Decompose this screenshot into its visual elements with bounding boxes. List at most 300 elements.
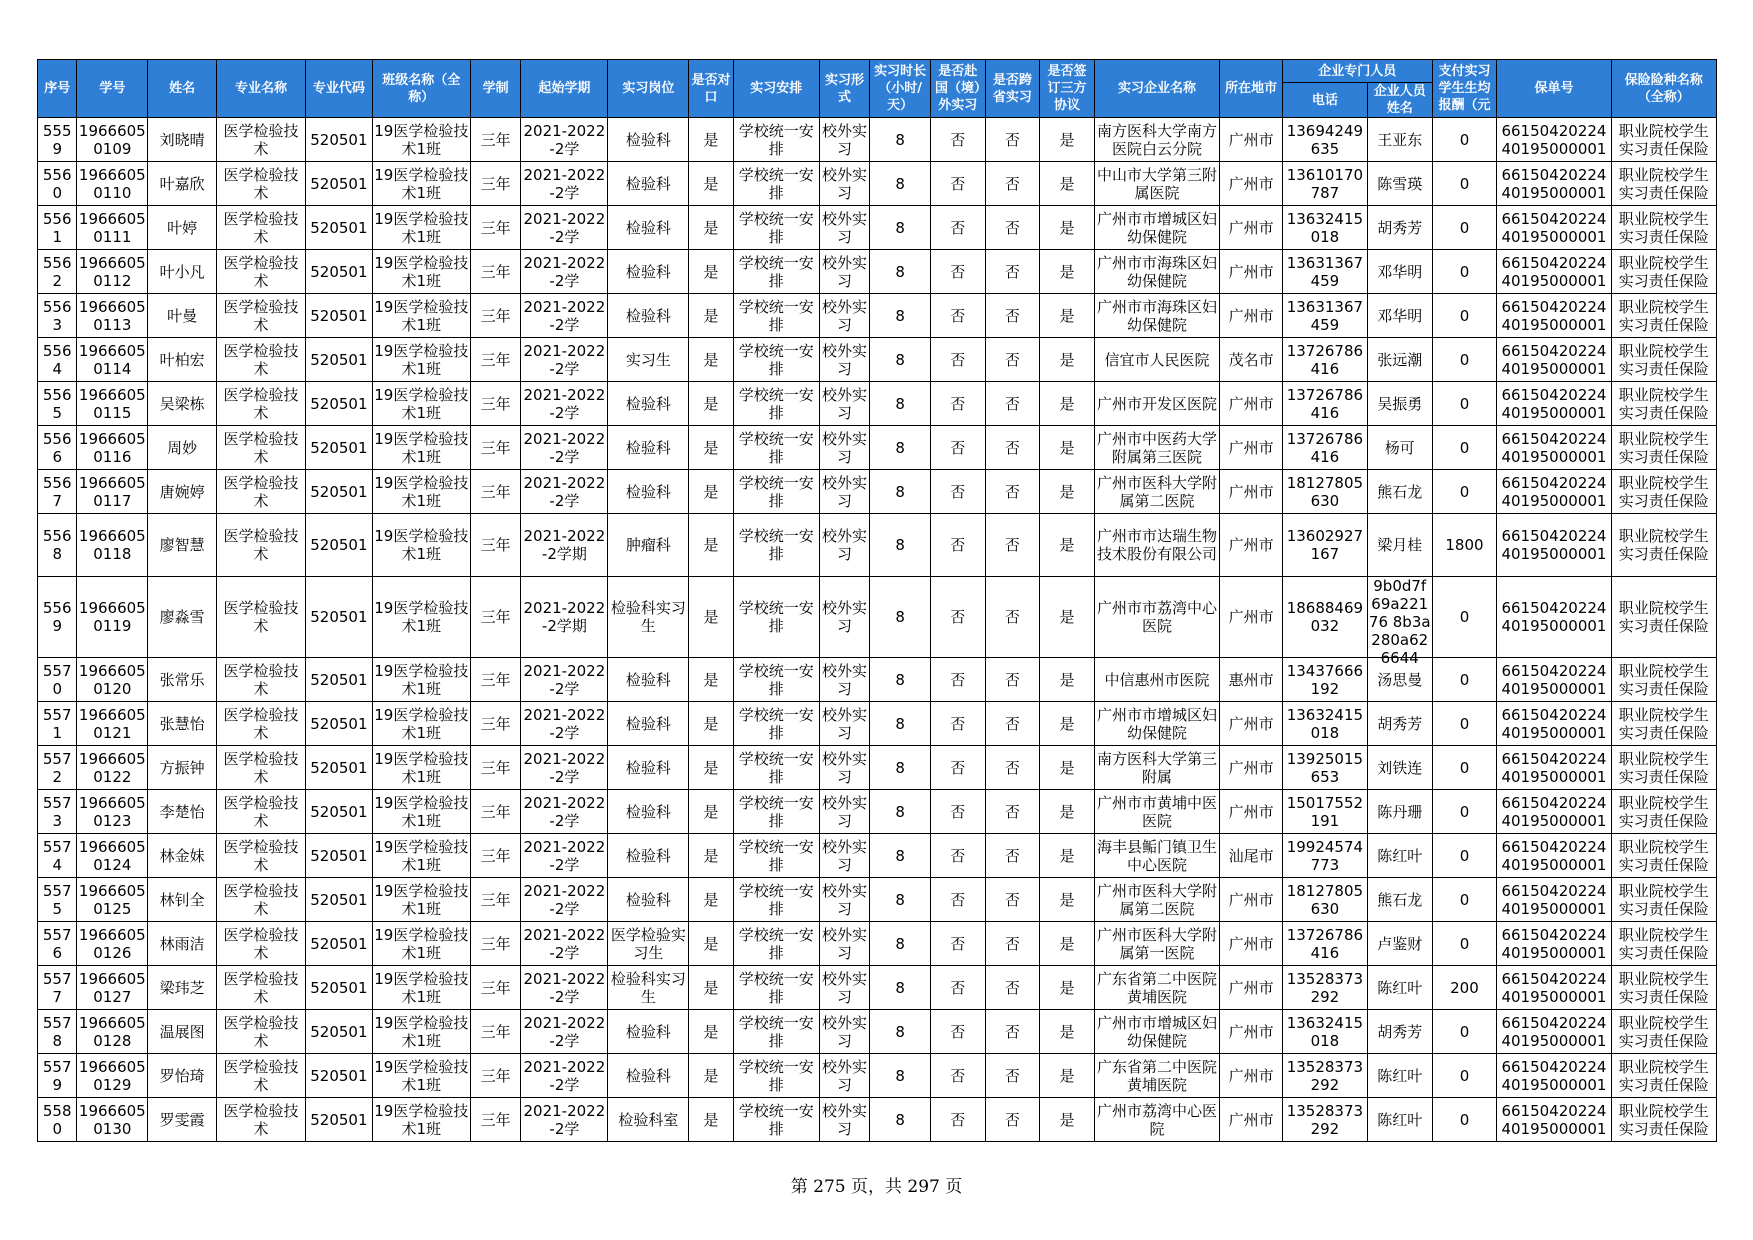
cell-hours-text: 8 <box>895 846 905 865</box>
cell-duration-text: 三年 <box>480 846 511 865</box>
cell-city-text: 惠州市 <box>1228 670 1274 689</box>
cell-tripartite <box>1040 426 1095 470</box>
cell-pay <box>1432 426 1497 470</box>
cell-matched-text: 是 <box>703 218 719 237</box>
cell-class-name <box>372 702 470 746</box>
cell-city-text: 广州市 <box>1228 482 1274 501</box>
cell-tripartite <box>1040 162 1095 206</box>
cell-class-name-text: 19医学检验技术1班 <box>374 1101 469 1138</box>
cell-arrangement-text: 学校统一安排 <box>738 661 814 698</box>
cell-pay-text: 0 <box>1459 758 1470 777</box>
cell-staff-name-text: 梁月桂 <box>1377 536 1423 554</box>
cell-company-text: 广州市市海珠区妇幼保健院 <box>1097 253 1218 290</box>
cell-abroad-text: 否 <box>950 536 966 554</box>
cell-position-text: 检验科 <box>625 714 671 733</box>
cell-tripartite-text: 是 <box>1059 978 1075 997</box>
cell-major-code-text: 520501 <box>310 482 368 501</box>
cell-cross-province-text: 否 <box>1004 1022 1020 1041</box>
cell-name-text: 叶柏宏 <box>159 350 205 369</box>
cell-policy-no <box>1497 658 1611 702</box>
cell-company-text: 广东省第二中医院黄埔医院 <box>1097 969 1218 1006</box>
cell-insurance-text: 职业院校学生实习责任保险 <box>1618 429 1709 466</box>
cell-staff-name <box>1367 338 1432 382</box>
cell-pay <box>1432 470 1497 514</box>
cell-start-term <box>521 1054 608 1098</box>
cell-major-code <box>306 790 373 834</box>
cell-major-code <box>306 1098 373 1142</box>
cell-class-name <box>372 1098 470 1142</box>
cell-insurance <box>1611 746 1716 790</box>
cell-hours-text: 8 <box>895 802 905 821</box>
cell-staff-name-text: 汤思曼 <box>1377 670 1423 689</box>
cell-student-id <box>77 470 148 514</box>
cell-position <box>608 470 689 514</box>
cell-city <box>1220 922 1283 966</box>
header-matched: 是否对口 <box>689 60 734 118</box>
cell-duration <box>470 294 521 338</box>
cell-position <box>608 206 689 250</box>
cell-position-text: 检验科实习生 <box>610 599 686 635</box>
cell-major-text: 医学检验技术 <box>223 705 299 742</box>
cell-cross-province <box>985 162 1040 206</box>
cell-name-text: 温展图 <box>159 1022 205 1041</box>
cell-class-name-text: 19医学检验技术1班 <box>374 599 469 635</box>
cell-insurance-text: 职业院校学生实习责任保险 <box>1618 599 1709 635</box>
cell-position-text: 检验科 <box>625 846 671 865</box>
cell-tripartite <box>1040 577 1095 658</box>
table-row <box>38 206 1717 250</box>
cell-policy-no <box>1497 426 1611 470</box>
cell-form-text: 校外实习 <box>822 165 868 202</box>
cell-form-text: 校外实习 <box>822 925 868 962</box>
cell-cross-province <box>985 834 1040 878</box>
cell-tripartite <box>1040 382 1095 426</box>
cell-cross-province-text: 否 <box>1004 1110 1020 1129</box>
cell-class-name <box>372 746 470 790</box>
cell-name-text: 林钊全 <box>159 890 205 909</box>
cell-pay <box>1432 206 1497 250</box>
cell-company <box>1094 470 1219 514</box>
cell-staff-name-text: 邓华明 <box>1377 262 1423 281</box>
cell-position <box>608 1054 689 1098</box>
cell-abroad <box>930 206 985 250</box>
cell-company <box>1094 878 1219 922</box>
cell-form <box>819 1098 870 1142</box>
cell-class-name-text: 19医学检验技术1班 <box>374 925 469 962</box>
cell-abroad <box>930 426 985 470</box>
cell-insurance <box>1611 294 1716 338</box>
cell-tripartite-text: 是 <box>1059 394 1075 413</box>
cell-start-term <box>521 514 608 577</box>
cell-form-text: 校外实习 <box>822 429 868 466</box>
cell-major <box>217 118 306 162</box>
cell-matched <box>689 922 734 966</box>
cell-major-code <box>306 1054 373 1098</box>
cell-hours-text: 8 <box>895 1022 905 1041</box>
cell-hours <box>870 294 931 338</box>
cell-form-text: 校外实习 <box>822 473 868 510</box>
cell-duration <box>470 514 521 577</box>
cell-tripartite-text: 是 <box>1059 1022 1075 1041</box>
cell-major-text: 医学检验技术 <box>223 1101 299 1138</box>
cell-name-text: 林金妹 <box>159 846 205 865</box>
cell-pay-text: 0 <box>1459 482 1470 501</box>
cell-duration-text: 三年 <box>480 394 511 413</box>
cell-hours-text: 8 <box>895 438 905 457</box>
cell-pay <box>1432 250 1497 294</box>
cell-city-text: 广州市 <box>1228 536 1274 554</box>
cell-city <box>1220 162 1283 206</box>
cell-insurance <box>1611 1054 1716 1098</box>
cell-major-code <box>306 250 373 294</box>
cell-major-text: 医学检验技术 <box>223 209 299 246</box>
cell-city <box>1220 514 1283 577</box>
cell-company-text: 广州市医科大学附属第二医院 <box>1097 881 1218 918</box>
cell-insurance-text: 职业院校学生实习责任保险 <box>1618 297 1709 334</box>
cell-staff-name-text: 胡秀芳 <box>1377 714 1423 733</box>
cell-pay <box>1432 966 1497 1010</box>
cell-phone <box>1282 382 1367 426</box>
cell-pay-text: 0 <box>1459 670 1470 689</box>
cell-arrangement <box>733 470 819 514</box>
cell-duration-text: 三年 <box>480 174 511 193</box>
cell-hours-text: 8 <box>895 670 905 689</box>
cell-staff-name <box>1367 746 1432 790</box>
cell-major-code <box>306 878 373 922</box>
cell-duration-text: 三年 <box>480 978 511 997</box>
cell-start-term-text: 2021-2022-2学 <box>523 705 606 742</box>
cell-pay-text: 0 <box>1459 1022 1470 1041</box>
cell-policy-no <box>1497 1054 1611 1098</box>
cell-cross-province-text: 否 <box>1004 438 1020 457</box>
cell-duration <box>470 1054 521 1098</box>
cell-policy-no-text: 6615042022440195000001 <box>1501 473 1607 510</box>
cell-insurance-text: 职业院校学生实习责任保险 <box>1618 121 1709 158</box>
cell-major-code-text: 520501 <box>310 758 368 777</box>
cell-city-text: 广州市 <box>1228 758 1274 777</box>
cell-class-name <box>372 118 470 162</box>
cell-tripartite-text: 是 <box>1059 262 1075 281</box>
cell-staff-name <box>1367 162 1432 206</box>
cell-company <box>1094 746 1219 790</box>
cell-major-text: 医学检验技术 <box>223 837 299 874</box>
cell-arrangement-text: 学校统一安排 <box>738 1057 814 1094</box>
cell-form-text: 校外实习 <box>822 705 868 742</box>
cell-form-text: 校外实习 <box>822 969 868 1006</box>
cell-cross-province-text: 否 <box>1004 536 1020 554</box>
cell-form-text: 校外实习 <box>822 385 868 422</box>
cell-abroad-text: 否 <box>950 1110 966 1129</box>
cell-city <box>1220 577 1283 658</box>
cell-staff-name-text: 卢鉴财 <box>1377 934 1423 953</box>
cell-arrangement-text: 学校统一安排 <box>738 749 814 786</box>
cell-major-code-text: 520501 <box>310 350 368 369</box>
cell-insurance <box>1611 118 1716 162</box>
cell-phone <box>1282 746 1367 790</box>
cell-city-text: 广州市 <box>1228 174 1274 193</box>
cell-policy-no <box>1497 702 1611 746</box>
cell-staff-name <box>1367 250 1432 294</box>
cell-seq-text: 5573 <box>42 793 72 830</box>
table-row <box>38 470 1717 514</box>
cell-class-name-text: 19医学检验技术1班 <box>374 297 469 334</box>
cell-student-id-text: 19666050125 <box>78 881 146 918</box>
cell-policy-no <box>1497 1098 1611 1142</box>
cell-arrangement-text: 学校统一安排 <box>738 473 814 510</box>
cell-arrangement <box>733 514 819 577</box>
cell-abroad-text: 否 <box>950 1022 966 1041</box>
cell-name <box>148 1098 217 1142</box>
cell-hours-text: 8 <box>895 758 905 777</box>
cell-seq-text: 5571 <box>42 705 72 742</box>
cell-name-text: 叶婷 <box>167 218 198 237</box>
header-hours: 实习时长（小时/天） <box>870 60 931 118</box>
cell-tripartite-text: 是 <box>1059 1066 1075 1085</box>
cell-major <box>217 577 306 658</box>
cell-start-term <box>521 118 608 162</box>
cell-tripartite <box>1040 746 1095 790</box>
cell-staff-name <box>1367 1054 1432 1098</box>
cell-city-text: 广州市 <box>1228 978 1274 997</box>
cell-pay-text: 0 <box>1459 846 1470 865</box>
cell-name <box>148 658 217 702</box>
cell-abroad <box>930 1098 985 1142</box>
cell-student-id <box>77 294 148 338</box>
cell-major-code-text: 520501 <box>310 890 368 909</box>
cell-seq-text: 5562 <box>42 253 72 290</box>
cell-insurance-text: 职业院校学生实习责任保险 <box>1618 385 1709 422</box>
cell-abroad-text: 否 <box>950 218 966 237</box>
cell-name <box>148 878 217 922</box>
cell-position <box>608 966 689 1010</box>
cell-seq <box>38 922 77 966</box>
header-company-staff: 企业专门人员 <box>1282 60 1432 83</box>
cell-policy-no-text: 6615042022440195000001 <box>1501 429 1607 466</box>
table-row <box>38 1054 1717 1098</box>
cell-city-text: 广州市 <box>1228 130 1274 149</box>
cell-tripartite <box>1040 790 1095 834</box>
header-company: 实习企业名称 <box>1094 60 1219 118</box>
cell-form <box>819 250 870 294</box>
cell-class-name-text: 19医学检验技术1班 <box>374 341 469 378</box>
cell-company <box>1094 162 1219 206</box>
cell-duration-text: 三年 <box>480 306 511 325</box>
cell-company <box>1094 338 1219 382</box>
cell-city <box>1220 470 1283 514</box>
cell-phone-text: 19924574773 <box>1286 837 1364 874</box>
cell-name <box>148 702 217 746</box>
cell-start-term <box>521 426 608 470</box>
cell-position <box>608 294 689 338</box>
cell-policy-no-text: 6615042022440195000001 <box>1501 385 1607 422</box>
cell-major-code-text: 520501 <box>310 438 368 457</box>
cell-duration <box>470 922 521 966</box>
cell-name <box>148 426 217 470</box>
cell-start-term-text: 2021-2022-2学 <box>523 749 606 786</box>
cell-cross-province <box>985 878 1040 922</box>
cell-hours-text: 8 <box>895 1066 905 1085</box>
cell-policy-no-text: 6615042022440195000001 <box>1501 705 1607 742</box>
cell-city <box>1220 834 1283 878</box>
cell-policy-no-text: 6615042022440195000001 <box>1501 1057 1607 1094</box>
cell-name <box>148 294 217 338</box>
cell-pay-text: 0 <box>1459 890 1470 909</box>
cell-major-text: 医学检验技术 <box>223 925 299 962</box>
cell-staff-name-text: 熊石龙 <box>1377 482 1423 501</box>
cell-cross-province-text: 否 <box>1004 394 1020 413</box>
cell-city-text: 汕尾市 <box>1228 846 1274 865</box>
cell-city-text: 广州市 <box>1228 934 1274 953</box>
cell-major-code-text: 520501 <box>310 714 368 733</box>
cell-student-id <box>77 206 148 250</box>
cell-company-text: 中信惠州市医院 <box>1104 670 1210 689</box>
cell-policy-no <box>1497 470 1611 514</box>
cell-form-text: 校外实习 <box>822 253 868 290</box>
cell-seq-text: 5567 <box>42 473 72 510</box>
cell-seq-text: 5577 <box>42 969 72 1006</box>
cell-start-term-text: 2021-2022-2学 <box>523 1057 606 1094</box>
cell-seq-text: 5563 <box>42 297 72 334</box>
cell-company <box>1094 382 1219 426</box>
cell-major-code <box>306 1010 373 1054</box>
cell-name <box>148 250 217 294</box>
cell-city <box>1220 206 1283 250</box>
cell-start-term <box>521 338 608 382</box>
cell-policy-no-text: 6615042022440195000001 <box>1501 341 1607 378</box>
cell-position-text: 检验科 <box>625 130 671 149</box>
cell-duration <box>470 338 521 382</box>
cell-hours-text: 8 <box>895 262 905 281</box>
cell-arrangement <box>733 834 819 878</box>
cell-staff-name <box>1367 206 1432 250</box>
cell-city-text: 广州市 <box>1228 608 1274 626</box>
header-duration: 学制 <box>470 60 521 118</box>
cell-student-id-text: 19666050119 <box>78 599 146 635</box>
cell-pay <box>1432 1054 1497 1098</box>
cell-staff-name-text: 张远潮 <box>1377 350 1423 369</box>
cell-position-text: 检验科 <box>625 758 671 777</box>
cell-hours-text: 8 <box>895 218 905 237</box>
cell-staff-name <box>1367 1010 1432 1054</box>
cell-abroad-text: 否 <box>950 130 966 149</box>
cell-major <box>217 658 306 702</box>
cell-student-id-text: 19666050111 <box>78 209 146 246</box>
cell-cross-province <box>985 118 1040 162</box>
cell-matched-text: 是 <box>703 262 719 281</box>
table-row <box>38 658 1717 702</box>
cell-matched <box>689 834 734 878</box>
cell-form-text: 校外实习 <box>822 121 868 158</box>
cell-matched <box>689 118 734 162</box>
cell-major-code <box>306 470 373 514</box>
table-row <box>38 966 1717 1010</box>
cell-cross-province-text: 否 <box>1004 306 1020 325</box>
cell-company-text: 广东省第二中医院黄埔医院 <box>1097 1057 1218 1094</box>
cell-major <box>217 702 306 746</box>
cell-policy-no <box>1497 250 1611 294</box>
cell-abroad <box>930 790 985 834</box>
cell-duration-text: 三年 <box>480 1022 511 1041</box>
cell-arrangement <box>733 1010 819 1054</box>
cell-city-text: 广州市 <box>1228 306 1274 325</box>
cell-form <box>819 206 870 250</box>
cell-policy-no-text: 6615042022440195000001 <box>1501 793 1607 830</box>
cell-abroad <box>930 966 985 1010</box>
cell-hours <box>870 1098 931 1142</box>
cell-pay-text: 0 <box>1459 262 1470 281</box>
cell-abroad <box>930 382 985 426</box>
cell-cross-province <box>985 702 1040 746</box>
cell-student-id-text: 19666050113 <box>78 297 146 334</box>
cell-form <box>819 878 870 922</box>
header-arrangement: 实习安排 <box>733 60 819 118</box>
cell-insurance-text: 职业院校学生实习责任保险 <box>1618 925 1709 962</box>
cell-class-name-text: 19医学检验技术1班 <box>374 121 469 158</box>
cell-matched <box>689 702 734 746</box>
cell-arrangement <box>733 658 819 702</box>
cell-abroad <box>930 118 985 162</box>
cell-major-code-text: 520501 <box>310 218 368 237</box>
cell-insurance <box>1611 577 1716 658</box>
cell-cross-province <box>985 338 1040 382</box>
cell-hours-text: 8 <box>895 1110 905 1129</box>
cell-matched <box>689 338 734 382</box>
cell-phone-text: 13437666192 <box>1286 661 1364 698</box>
cell-class-name-text: 19医学检验技术1班 <box>374 473 469 510</box>
cell-duration-text: 三年 <box>480 1110 511 1129</box>
cell-major-code <box>306 658 373 702</box>
cell-company <box>1094 922 1219 966</box>
cell-insurance-text: 职业院校学生实习责任保险 <box>1618 661 1709 698</box>
cell-position <box>608 382 689 426</box>
cell-cross-province <box>985 514 1040 577</box>
cell-start-term <box>521 206 608 250</box>
cell-seq <box>38 250 77 294</box>
cell-start-term <box>521 878 608 922</box>
cell-company-text: 广州市开发区医院 <box>1097 394 1218 413</box>
cell-name <box>148 338 217 382</box>
cell-major-code <box>306 162 373 206</box>
cell-hours-text: 8 <box>895 536 905 554</box>
cell-policy-no-text: 6615042022440195000001 <box>1501 253 1607 290</box>
cell-pay-text: 0 <box>1459 350 1470 369</box>
cell-duration-text: 三年 <box>480 218 511 237</box>
cell-position-text: 检验科 <box>625 670 671 689</box>
cell-staff-name <box>1367 790 1432 834</box>
cell-seq-text: 5565 <box>42 385 72 422</box>
cell-matched-text: 是 <box>703 306 719 325</box>
cell-policy-no-text: 6615042022440195000001 <box>1501 969 1607 1006</box>
cell-company <box>1094 294 1219 338</box>
cell-form-text: 校外实习 <box>822 749 868 786</box>
cell-phone <box>1282 834 1367 878</box>
cell-duration <box>470 1010 521 1054</box>
cell-major-code-text: 520501 <box>310 306 368 325</box>
cell-pay-text: 0 <box>1459 130 1470 149</box>
cell-pay <box>1432 702 1497 746</box>
internship-table <box>37 59 1717 1142</box>
cell-pay-text: 0 <box>1459 802 1470 821</box>
cell-policy-no-text: 6615042022440195000001 <box>1501 209 1607 246</box>
cell-duration <box>470 702 521 746</box>
cell-staff-name-text: 邓华明 <box>1377 306 1423 325</box>
cell-class-name <box>372 162 470 206</box>
cell-major-text: 医学检验技术 <box>223 165 299 202</box>
cell-position <box>608 746 689 790</box>
cell-phone <box>1282 514 1367 577</box>
cell-name <box>148 206 217 250</box>
cell-city <box>1220 382 1283 426</box>
